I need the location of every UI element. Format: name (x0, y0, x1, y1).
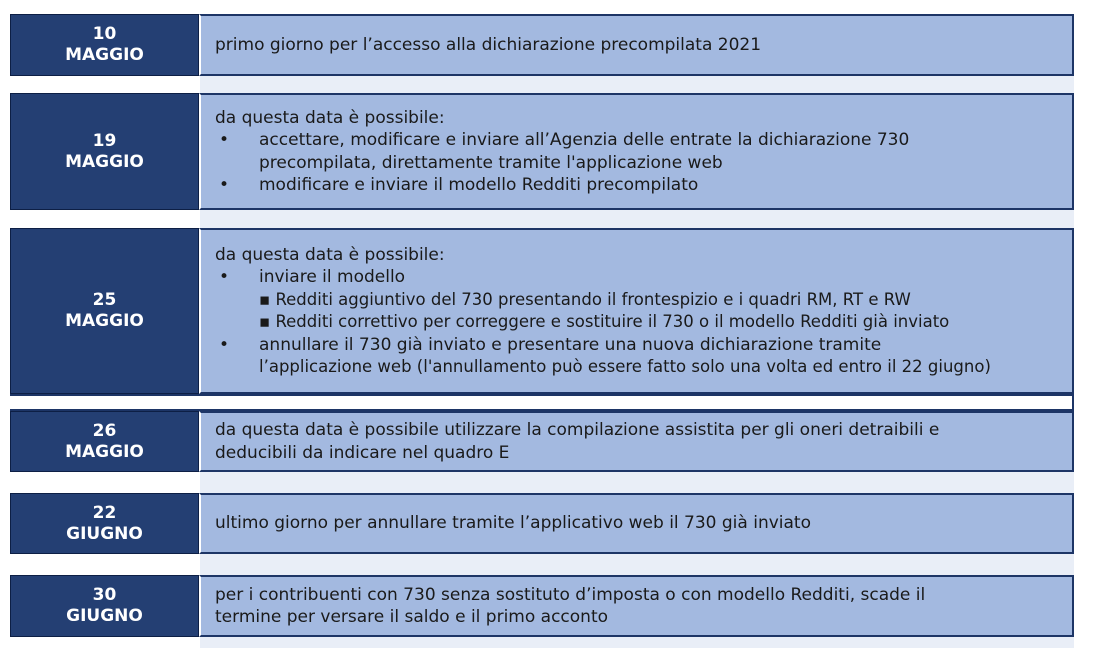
spacer (200, 210, 1074, 228)
day: 19 (92, 130, 117, 151)
description-cell (199, 93, 1074, 210)
bullet-item: • annullare il 730 già inviato e presentare una nuova dichiarazione tramite (215, 334, 1072, 357)
bullet-item: • inviare il modello (215, 266, 1072, 289)
month: MAGGIO (65, 311, 144, 331)
bullet-continuation: precompilata, direttamente tramite l'applicazione web (259, 152, 723, 173)
description-cell (199, 411, 1074, 472)
row-30-giugno (10, 575, 1074, 637)
description-cell (199, 14, 1074, 76)
date-cell (10, 14, 199, 76)
month: MAGGIO (65, 45, 144, 65)
date-cell (10, 228, 199, 394)
date-cell (10, 493, 199, 554)
square-bullet-icon: ▪ (259, 289, 276, 309)
spacer (200, 637, 1074, 648)
spacer (10, 394, 1074, 411)
intro: da questa data è possibile: (215, 107, 445, 128)
row-10-maggio (10, 14, 1074, 76)
day: 30 (92, 585, 117, 605)
spacer (200, 76, 1074, 93)
row-26-maggio (10, 411, 1074, 472)
month: GIUGNO (66, 523, 143, 544)
date-cell (10, 411, 199, 472)
sub-text: Redditi aggiuntivo del 730 presentando il frontespizio e i quadri RM, RT e RW (275, 289, 911, 309)
sub-text: Redditi correttivo per correggere e sostituire il 730 o il modello Redditi già inviato (275, 312, 950, 331)
date-cell (10, 575, 199, 637)
month: MAGGIO (65, 441, 144, 462)
text: primo giorno per l’accesso alla dichiarazione precompilata 2021 (215, 34, 762, 55)
intro: da questa data è possibile: (215, 244, 445, 265)
text: da questa data è possibile utilizzare la compilazione assistita per gli oneri detraibili e (215, 420, 940, 440)
row-19-maggio (10, 93, 1074, 210)
text: deducibili da indicare nel quadro E (215, 442, 510, 463)
sub-bullet-item (215, 311, 1072, 334)
month: GIUGNO (66, 606, 143, 626)
month: MAGGIO (65, 151, 144, 172)
square-bullet-icon: ▪ (259, 312, 276, 331)
description-cell (199, 575, 1074, 637)
row-22-giugno (10, 493, 1074, 554)
bullet-item: • accettare, modificare e inviare all’Agenzia delle entrate la dichiarazione 730 (215, 129, 1072, 152)
sub-bullet-item (215, 289, 1072, 312)
date-cell (10, 93, 199, 210)
day: 22 (92, 502, 117, 523)
day: 25 (92, 290, 117, 310)
description-cell (199, 228, 1074, 394)
description-cell (199, 493, 1074, 554)
text: termine per versare il saldo e il primo acconto (215, 607, 609, 627)
bullet-continuation: l’applicazione web (l'annullamento può essere fatto solo una volta ed entro il 22 giugno) (259, 357, 991, 376)
spacer (200, 554, 1074, 575)
text: per i contribuenti con 730 senza sostituto d’imposta o con modello Redditi, scade il (215, 584, 926, 605)
bullet-item: • modificare e inviare il modello Redditi precompilato (215, 174, 1072, 197)
text: ultimo giorno per annullare tramite l’applicativo web il 730 già inviato (215, 513, 811, 534)
spacer (200, 472, 1074, 493)
row-25-maggio (10, 228, 1074, 394)
day: 10 (92, 24, 117, 44)
day: 26 (92, 420, 117, 441)
